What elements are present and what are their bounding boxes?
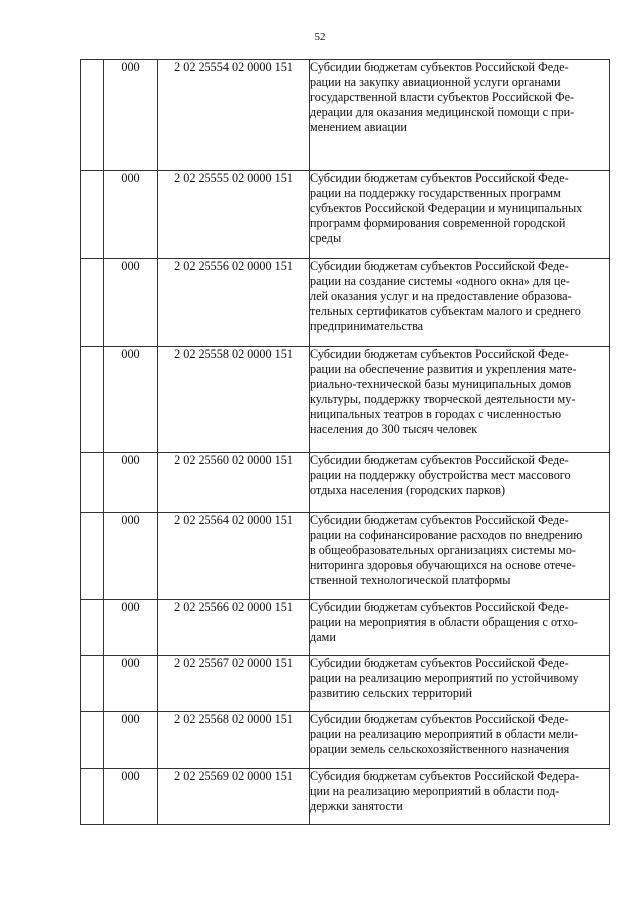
description-line: Субсидии бюджетам субъектов Российской Феде-	[310, 712, 569, 726]
description-line: программ формирования современной городской	[310, 216, 566, 230]
admin-code-cell: 000	[104, 60, 158, 171]
empty-cell	[81, 513, 104, 600]
empty-cell	[81, 347, 104, 453]
budget-code-cell: 2 02 25554 02 0000 151	[158, 60, 310, 171]
description-line: рации на закупку авиационной услуги органами	[310, 75, 561, 89]
description-line: рации на поддержку обустройства мест массового	[310, 468, 571, 482]
description-cell	[310, 453, 610, 513]
empty-cell	[81, 453, 104, 513]
description-line: держки занятости	[310, 799, 403, 813]
description-line: Субсидии бюджетам субъектов Российской Феде-	[310, 600, 569, 614]
description-line: менением авиации	[310, 120, 407, 134]
description-line: ции на реализацию мероприятий в области под-	[310, 784, 560, 798]
description-line: Субсидии бюджетам субъектов Российской Феде-	[310, 656, 569, 670]
empty-cell	[81, 769, 104, 825]
table-row	[81, 347, 610, 453]
description-line: лей оказания услуг и на предоставление образова-	[310, 289, 572, 303]
description-line: рации на поддержку государственных программ	[310, 186, 561, 200]
page-number: 52	[314, 31, 326, 43]
description-line: ниципальных театров в городах с численностью	[310, 407, 562, 421]
budget-code-cell: 2 02 25564 02 0000 151	[158, 513, 310, 600]
description-line: Субсидии бюджетам субъектов Российской Феде-	[310, 259, 569, 273]
description-line: культуры, поддержку творческой деятельности му-	[310, 392, 576, 406]
description-line: риально-технической базы муниципальных домов	[310, 377, 572, 391]
budget-code-cell: 2 02 25568 02 0000 151	[158, 712, 310, 769]
description-cell	[310, 600, 610, 656]
description-line: тельных сертификатов субъектам малого и среднего	[310, 304, 581, 318]
description-line: субъектов Российской Федерации и муниципальных	[310, 201, 583, 215]
description-line: Субсидии бюджетам субъектов Российской Феде-	[310, 60, 569, 74]
admin-code-cell: 000	[104, 453, 158, 513]
description-line: рации на реализацию мероприятий по устойчивому	[310, 671, 579, 685]
table-row	[81, 453, 610, 513]
empty-cell	[81, 60, 104, 171]
description-line: дерации для оказания медицинской помощи с при-	[310, 105, 575, 119]
empty-cell	[81, 712, 104, 769]
description-cell	[310, 769, 610, 825]
budget-code-cell: 2 02 25555 02 0000 151	[158, 171, 310, 259]
description-line: Субсидии бюджетам субъектов Российской Феде-	[310, 171, 569, 185]
admin-code-cell: 000	[104, 600, 158, 656]
description-cell	[310, 259, 610, 347]
description-line: дами	[310, 630, 336, 644]
description-cell	[310, 656, 610, 712]
empty-cell	[81, 259, 104, 347]
description-line: населения до 300 тысяч человек	[310, 422, 478, 436]
description-line: рации на обеспечение развития и укрепления мате-	[310, 362, 577, 376]
empty-cell	[81, 600, 104, 656]
budget-code-cell: 2 02 25560 02 0000 151	[158, 453, 310, 513]
budget-code-cell: 2 02 25566 02 0000 151	[158, 600, 310, 656]
admin-code-cell: 000	[104, 712, 158, 769]
description-line: среды	[310, 231, 342, 245]
table-row	[81, 513, 610, 600]
description-line: ниторинга здоровья обучающихся на основе отече-	[310, 558, 576, 572]
budget-code-cell: 2 02 25567 02 0000 151	[158, 656, 310, 712]
description-line: развитию сельских территорий	[310, 686, 473, 700]
description-line: орации земель сельскохозяйственного назначения	[310, 742, 570, 756]
admin-code-cell: 000	[104, 259, 158, 347]
empty-cell	[81, 171, 104, 259]
description-line: Субсидии бюджетам субъектов Российской Феде-	[310, 453, 569, 467]
description-line: ственной технологической платформы	[310, 573, 511, 587]
admin-code-cell: 000	[104, 347, 158, 453]
description-line: отдыха населения (городских парков)	[310, 483, 506, 497]
description-line: Субсидия бюджетам субъектов Российской Федера-	[310, 769, 580, 783]
description-line: Субсидии бюджетам субъектов Российской Феде-	[310, 513, 569, 527]
budget-code-cell: 2 02 25569 02 0000 151	[158, 769, 310, 825]
description-cell	[310, 513, 610, 600]
description-cell	[310, 60, 610, 171]
budget-code-cell: 2 02 25556 02 0000 151	[158, 259, 310, 347]
admin-code-cell: 000	[104, 656, 158, 712]
table-row	[81, 171, 610, 259]
empty-cell	[81, 656, 104, 712]
admin-code-cell: 000	[104, 171, 158, 259]
description-line: рации на создание системы «одного окна» для це-	[310, 274, 570, 288]
table-row	[81, 259, 610, 347]
table-row	[81, 60, 610, 171]
description-line: рации на реализацию мероприятий в области мели-	[310, 727, 579, 741]
table-row	[81, 656, 610, 712]
budget-revenue-table	[80, 59, 610, 825]
admin-code-cell: 000	[104, 769, 158, 825]
description-line: государственной власти субъектов Российской Фе-	[310, 90, 575, 104]
description-line: Субсидии бюджетам субъектов Российской Феде-	[310, 347, 569, 361]
description-line: предпринимательства	[310, 319, 424, 333]
budget-code-cell: 2 02 25558 02 0000 151	[158, 347, 310, 453]
table-row	[81, 600, 610, 656]
description-cell	[310, 347, 610, 453]
description-cell	[310, 171, 610, 259]
description-cell	[310, 712, 610, 769]
admin-code-cell: 000	[104, 513, 158, 600]
table-row	[81, 769, 610, 825]
description-line: рации на мероприятия в области обращения с отхо-	[310, 615, 579, 629]
description-line: в общеобразовательных организациях системы мо-	[310, 543, 576, 557]
table-row	[81, 712, 610, 769]
description-line: рации на софинансирование расходов по внедрению	[310, 528, 583, 542]
